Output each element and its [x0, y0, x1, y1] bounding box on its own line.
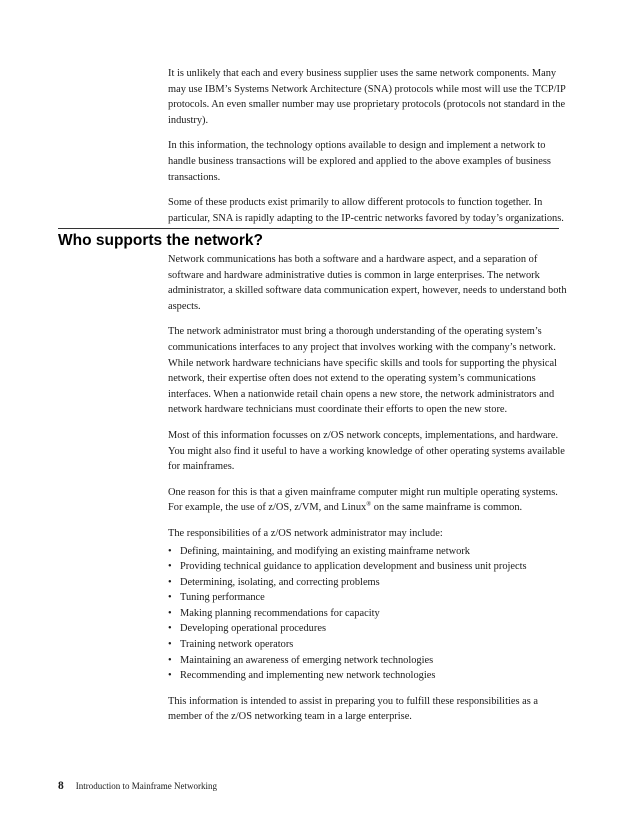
responsibilities-list: [168, 544, 568, 684]
page-number: 8: [58, 780, 64, 792]
list-item: [168, 544, 568, 560]
list-item: [168, 621, 568, 637]
list-item-text: Maintaining an awareness of emerging network technologies: [180, 654, 434, 666]
linux-text-before: One reason for this is that a given mainframe computer might run multiple operating systems. For example, the use of z/OS, z/VM, and Linux: [168, 486, 558, 514]
bullet-icon: •: [168, 561, 172, 573]
bullet-icon: •: [168, 654, 172, 666]
section-divider: [58, 228, 559, 229]
section-paragraph-linux: [168, 485, 568, 516]
list-item: [168, 637, 568, 653]
list-item: [168, 559, 568, 575]
page-footer: [58, 779, 217, 793]
list-item-text: Determining, isolating, and correcting problems: [180, 576, 380, 588]
intro-paragraph-3: Some of these products exist primarily to allow different protocols to function together. In particular, SNA is rapidly adapting to the IP-centric networks favored by today’s organizations.: [168, 197, 564, 224]
list-item-text: Making planning recommendations for capacity: [180, 607, 380, 619]
list-item-text: Tuning performance: [180, 592, 265, 604]
list-item-text: Training network operators: [180, 639, 294, 651]
section-paragraph-2: The network administrator must bring a thorough understanding of the operating system’s communications interfaces to any project that involves working with the company’s network. While network hardware technicians have specific skills and tools for supporting the physical network, their expertise often does not extend to the operating system’s communications interfaces. When a nationwide retail chain opens a new store, the network administrators and network hardware technicians must coordinate their efforts to open the new store.: [168, 326, 557, 416]
section-paragraph-1: Network communications has both a software and a hardware aspect, and a separation of software and hardware administrative duties is common in large enterprises. The network administrator, a skilled software data communication expert, however, needs to understand both aspects.: [168, 254, 567, 312]
bullet-icon: •: [168, 545, 172, 557]
bullet-icon: •: [168, 576, 172, 588]
section-body: [168, 252, 568, 725]
intro-text: [168, 66, 568, 226]
bullet-icon: •: [168, 607, 172, 619]
intro-paragraph-2: In this information, the technology options available to design and implement a network to handle business transactions will be explored and applied to the above examples of business transactions.: [168, 140, 551, 183]
bullet-icon: •: [168, 592, 172, 604]
list-intro: The responsibilities of a z/OS network administrator may include:: [168, 527, 443, 539]
list-item-text: Developing operational procedures: [180, 623, 326, 635]
intro-paragraph-1: It is unlikely that each and every business supplier uses the same network components. Many may use IBM’s Systems Network Architecture (SNA) protocols while most will use the TCP/IP protocols. An even smaller number may use proprietary protocols (protocols not standard in the industry).: [168, 68, 566, 126]
list-item-text: Providing technical guidance to application development and business unit projects: [180, 561, 527, 573]
linux-text-after: on the same mainframe is common.: [371, 502, 523, 514]
bullet-icon: •: [168, 670, 172, 682]
list-item-text: Recommending and implementing new network technologies: [180, 670, 436, 682]
section-heading: Who supports the network?: [58, 232, 263, 249]
list-item: [168, 590, 568, 606]
closing-paragraph: This information is intended to assist in preparing you to fulfill these responsibilities as a member of the z/OS networking team in a large enterprise.: [168, 695, 538, 723]
list-item: [168, 606, 568, 622]
book-title: Introduction to Mainframe Networking: [75, 781, 217, 791]
bullet-icon: •: [168, 623, 172, 635]
registered-mark: ®: [366, 500, 372, 508]
list-item-text: Defining, maintaining, and modifying an existing mainframe network: [180, 545, 471, 557]
section-paragraph-3: Most of this information focusses on z/OS network concepts, implementations, and hardware. You might also find it useful to have a working knowledge of other operating systems available for mainframes.: [168, 429, 565, 473]
list-item: [168, 653, 568, 669]
bullet-icon: •: [168, 639, 172, 651]
list-item: [168, 575, 568, 591]
list-item: [168, 668, 568, 684]
